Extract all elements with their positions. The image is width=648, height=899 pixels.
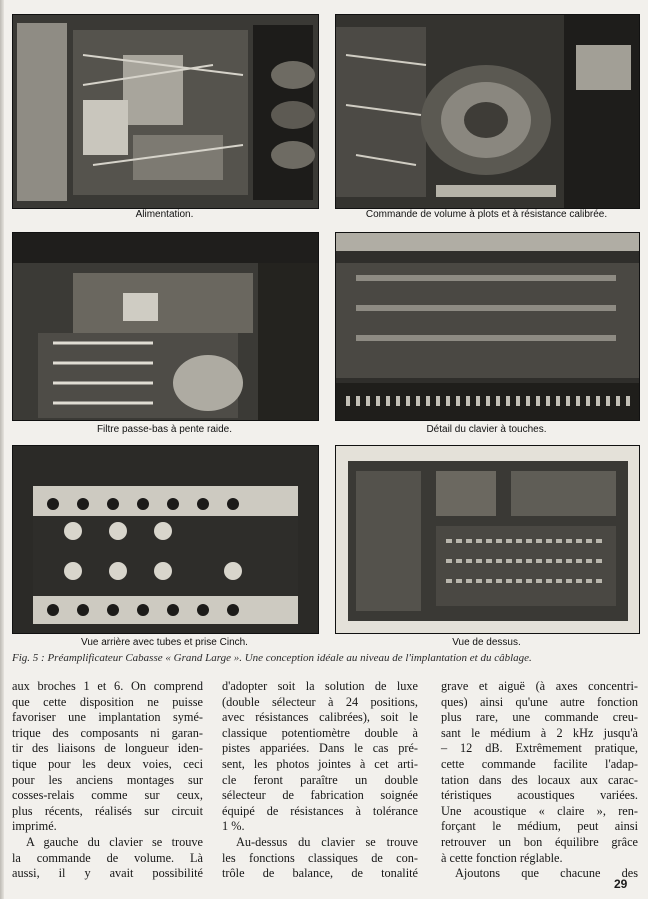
text-line: avec résistances calibrées), soit le bbox=[222, 710, 418, 725]
photo-rear-view bbox=[12, 445, 319, 634]
text-line: sant le médium à 2 kHz jusqu'à bbox=[441, 725, 638, 740]
text-line: aussi, il y avait possibilité bbox=[12, 866, 203, 881]
text-line: favoriser une implantation symé- bbox=[12, 710, 203, 725]
text-line: cette commande facilite l'adap- bbox=[441, 756, 638, 771]
text-line: Ajoutons que chacune des bbox=[455, 866, 638, 881]
text-line: Une acoustique « claire », ren- bbox=[441, 803, 638, 818]
text-line: imprimé. bbox=[12, 819, 57, 834]
text-line: pour les anciens montages sur bbox=[12, 772, 203, 787]
text-line: pistes appariées. Dans le cas pré- bbox=[222, 741, 418, 756]
page-edge-shadow bbox=[0, 0, 4, 899]
text-line: sélecteur de fabrication soignée bbox=[222, 788, 418, 803]
text-line: aux broches 1 et 6. On comprend bbox=[12, 679, 203, 693]
text-line: A gauche du clavier se trouve bbox=[26, 834, 203, 849]
text-line: les fonctions classiques de con- bbox=[222, 850, 418, 865]
text-line: cosses-relais comme sur ceux, bbox=[12, 788, 203, 803]
text-line: retrouver un bon équilibre grâce bbox=[441, 834, 638, 849]
photo-caption: Vue de dessus. bbox=[452, 637, 521, 648]
text-line: cle feront paraître un double bbox=[222, 772, 418, 787]
photo-caption: Détail du clavier à touches. bbox=[426, 424, 547, 435]
photo-lowpass-filter bbox=[12, 232, 319, 421]
text-line: téristiques acoustiques variées. bbox=[441, 788, 638, 803]
photo-keyboard-detail bbox=[335, 232, 640, 421]
photo-volume-control bbox=[335, 14, 640, 209]
text-line: d'adopter soit la solution de luxe bbox=[222, 679, 418, 693]
text-line: tir des liaisons de longueur iden- bbox=[12, 741, 203, 756]
photo-power-supply bbox=[12, 14, 319, 209]
text-line: 1 %. bbox=[222, 819, 245, 834]
text-line: équipé de résistances à tolérance bbox=[222, 803, 418, 818]
text-line: la commande de volume. Là bbox=[12, 850, 203, 865]
text-line: trôle de balance, de tonalité bbox=[222, 866, 418, 881]
text-line: plus rare, une commande creu- bbox=[441, 710, 638, 725]
text-line: forçant le médium, peut ainsi bbox=[441, 819, 638, 834]
text-line: classique potentiomètre double à bbox=[222, 725, 418, 740]
text-line: trique des composants ni garan- bbox=[12, 725, 203, 740]
photo-caption: Filtre passe-bas à pente raide. bbox=[96, 424, 233, 435]
text-line: à cette fonction réglable. bbox=[441, 850, 563, 865]
text-line: sent, les photos jointes à cet arti- bbox=[222, 756, 418, 771]
text-line: ques) ainsi qu'une autre fonction bbox=[441, 694, 638, 709]
text-line: que cette disposition ne puisse bbox=[12, 694, 203, 709]
text-column-2 bbox=[222, 679, 418, 882]
photo-caption: Alimentation. bbox=[135, 209, 194, 220]
photo-top-view bbox=[335, 445, 640, 634]
text-line: – 12 dB. Extrêmement pratique, bbox=[441, 741, 638, 756]
text-column-3 bbox=[441, 679, 638, 882]
text-column-1 bbox=[12, 679, 203, 882]
text-line: (double sélecteur à 24 positions, bbox=[222, 694, 418, 709]
photo-caption: Commande de volume à plots et à résistance calibrée. bbox=[365, 209, 608, 220]
text-line: grave et aiguë (à axes concentri- bbox=[441, 679, 638, 693]
text-line: tation dans des locaux aux carac- bbox=[441, 772, 638, 787]
text-line: Au-dessus du clavier se trouve bbox=[236, 834, 418, 849]
figure-caption: Fig. 5 : Préamplificateur Cabasse « Grand Large ». Une conception idéale au niveau de l'implantation et du câblage. bbox=[12, 652, 532, 664]
text-line: plus récents, réalisés sur circuit bbox=[12, 803, 203, 818]
text-line: tique pour les deux voies, ceci bbox=[12, 756, 203, 771]
photo-caption: Vue arrière avec tubes et prise Cinch. bbox=[81, 637, 248, 648]
page-number: 29 bbox=[614, 877, 628, 891]
